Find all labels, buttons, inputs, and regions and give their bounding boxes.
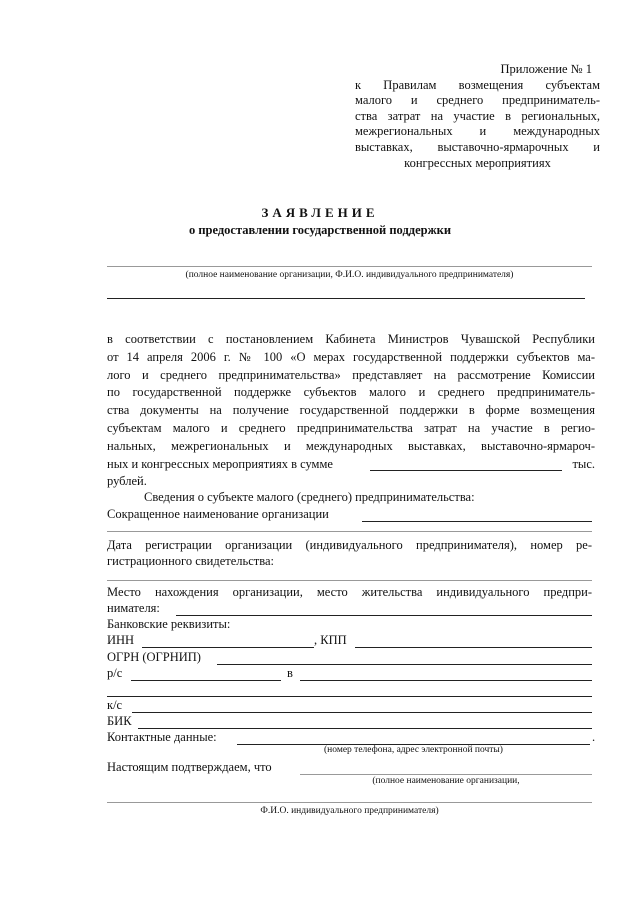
applicant-note: (полное наименование организации, Ф.И.О. индивидуального предпринимателя)	[185, 270, 514, 280]
contacts-note: (номер телефона, адрес электронной почты)	[324, 745, 503, 755]
currency-word: рублей.	[107, 474, 147, 489]
appendix-line: межрегиональных и международных	[355, 124, 600, 139]
short-name-field[interactable]	[362, 521, 592, 522]
document-subtitle: о предоставлении государственной поддержки	[188, 223, 452, 237]
confirm-label: Настоящим подтверждаем, что	[107, 760, 272, 774]
contacts-end: .	[592, 730, 596, 744]
location-label-1: Место нахождения организации, место жительства индивидуального предпри-	[107, 585, 592, 599]
body-line: ства документы на получение государственной поддержки в форме возмещения	[107, 403, 595, 418]
rs-label: р/с	[107, 666, 123, 680]
ks-label: к/с	[107, 698, 123, 712]
ks-field[interactable]	[132, 712, 592, 713]
appendix-title: Приложение № 1	[500, 62, 592, 76]
ogrn-label: ОГРН (ОГРНИП)	[107, 650, 201, 664]
kpp-label: , КПП	[314, 633, 347, 647]
bank-name-field[interactable]	[300, 680, 592, 681]
body-paragraph	[107, 331, 595, 491]
bank-heading: Банковские реквизиты:	[107, 617, 231, 631]
appendix-line: выставках, выставочно-ярмарочных и	[355, 139, 600, 154]
bank-name-field-2[interactable]	[107, 696, 592, 697]
appendix-block	[355, 62, 600, 171]
applicant-name-field[interactable]	[107, 266, 592, 267]
short-name-field-2[interactable]	[107, 531, 592, 532]
body-line-sum	[107, 456, 595, 474]
applicant-name-field-2[interactable]	[107, 298, 585, 299]
inn-field[interactable]	[142, 647, 314, 648]
sum-field[interactable]	[370, 470, 562, 471]
location-label-2: нимателя:	[107, 601, 160, 615]
short-name-label: Сокращенное наименование организации	[107, 507, 329, 521]
info-heading: Сведения о субъекте малого (среднего) предпринимательства:	[144, 490, 475, 504]
registration-label-1: Дата регистрации организации (индивидуального предпринимателя), номер ре-	[107, 538, 592, 552]
ogrn-field[interactable]	[217, 664, 592, 665]
bank-in-label: в	[287, 666, 293, 680]
bik-field[interactable]	[138, 728, 592, 729]
body-line: в соответствии с постановлением Кабинета Министров Чувашской Республики	[107, 332, 595, 346]
rs-field[interactable]	[131, 680, 281, 681]
body-line: нальных, межрегиональных и международных выставках, выставочно-ярмароч-	[107, 438, 595, 453]
body-line: по государственной поддержке субъектов малого и среднего предприниматель-	[107, 385, 595, 400]
document-title: ЗАЯВЛЕНИЕ	[261, 205, 379, 220]
appendix-line: к Правилам возмещения субъектам	[355, 77, 600, 92]
registration-label-2: гистрационного свидетельства:	[107, 554, 274, 568]
contacts-label: Контактные данные:	[107, 730, 217, 744]
sum-suffix: тыс.	[572, 456, 595, 471]
sum-prefix: ных и конгрессных мероприятиях в сумме	[107, 456, 333, 471]
body-line: субъектам малого и среднего предпринимательства затрат на участие в регио-	[107, 420, 595, 435]
kpp-field[interactable]	[355, 647, 592, 648]
registration-field[interactable]	[107, 580, 592, 581]
body-line: от 14 апреля 2006 г. № 100 «О мерах государственной поддержки субъектов ма-	[107, 349, 595, 364]
confirm-field[interactable]	[300, 774, 592, 775]
inn-label: ИНН	[107, 633, 135, 647]
appendix-line: ства затрат на участие в региональных,	[355, 108, 600, 123]
appendix-line: малого и среднего предприниматель-	[355, 93, 600, 108]
appendix-line: конгрессных мероприятиях	[404, 155, 551, 170]
fio-note: Ф.И.О. индивидуального предпринимателя)	[260, 806, 439, 816]
bik-label: БИК	[107, 714, 132, 728]
fio-field[interactable]	[107, 802, 592, 803]
confirm-note: (полное наименование организации,	[372, 776, 520, 786]
body-line: лого и среднего предпринимательства» представляет на рассмотрение Комиссии	[107, 367, 595, 382]
location-field[interactable]	[176, 615, 592, 616]
